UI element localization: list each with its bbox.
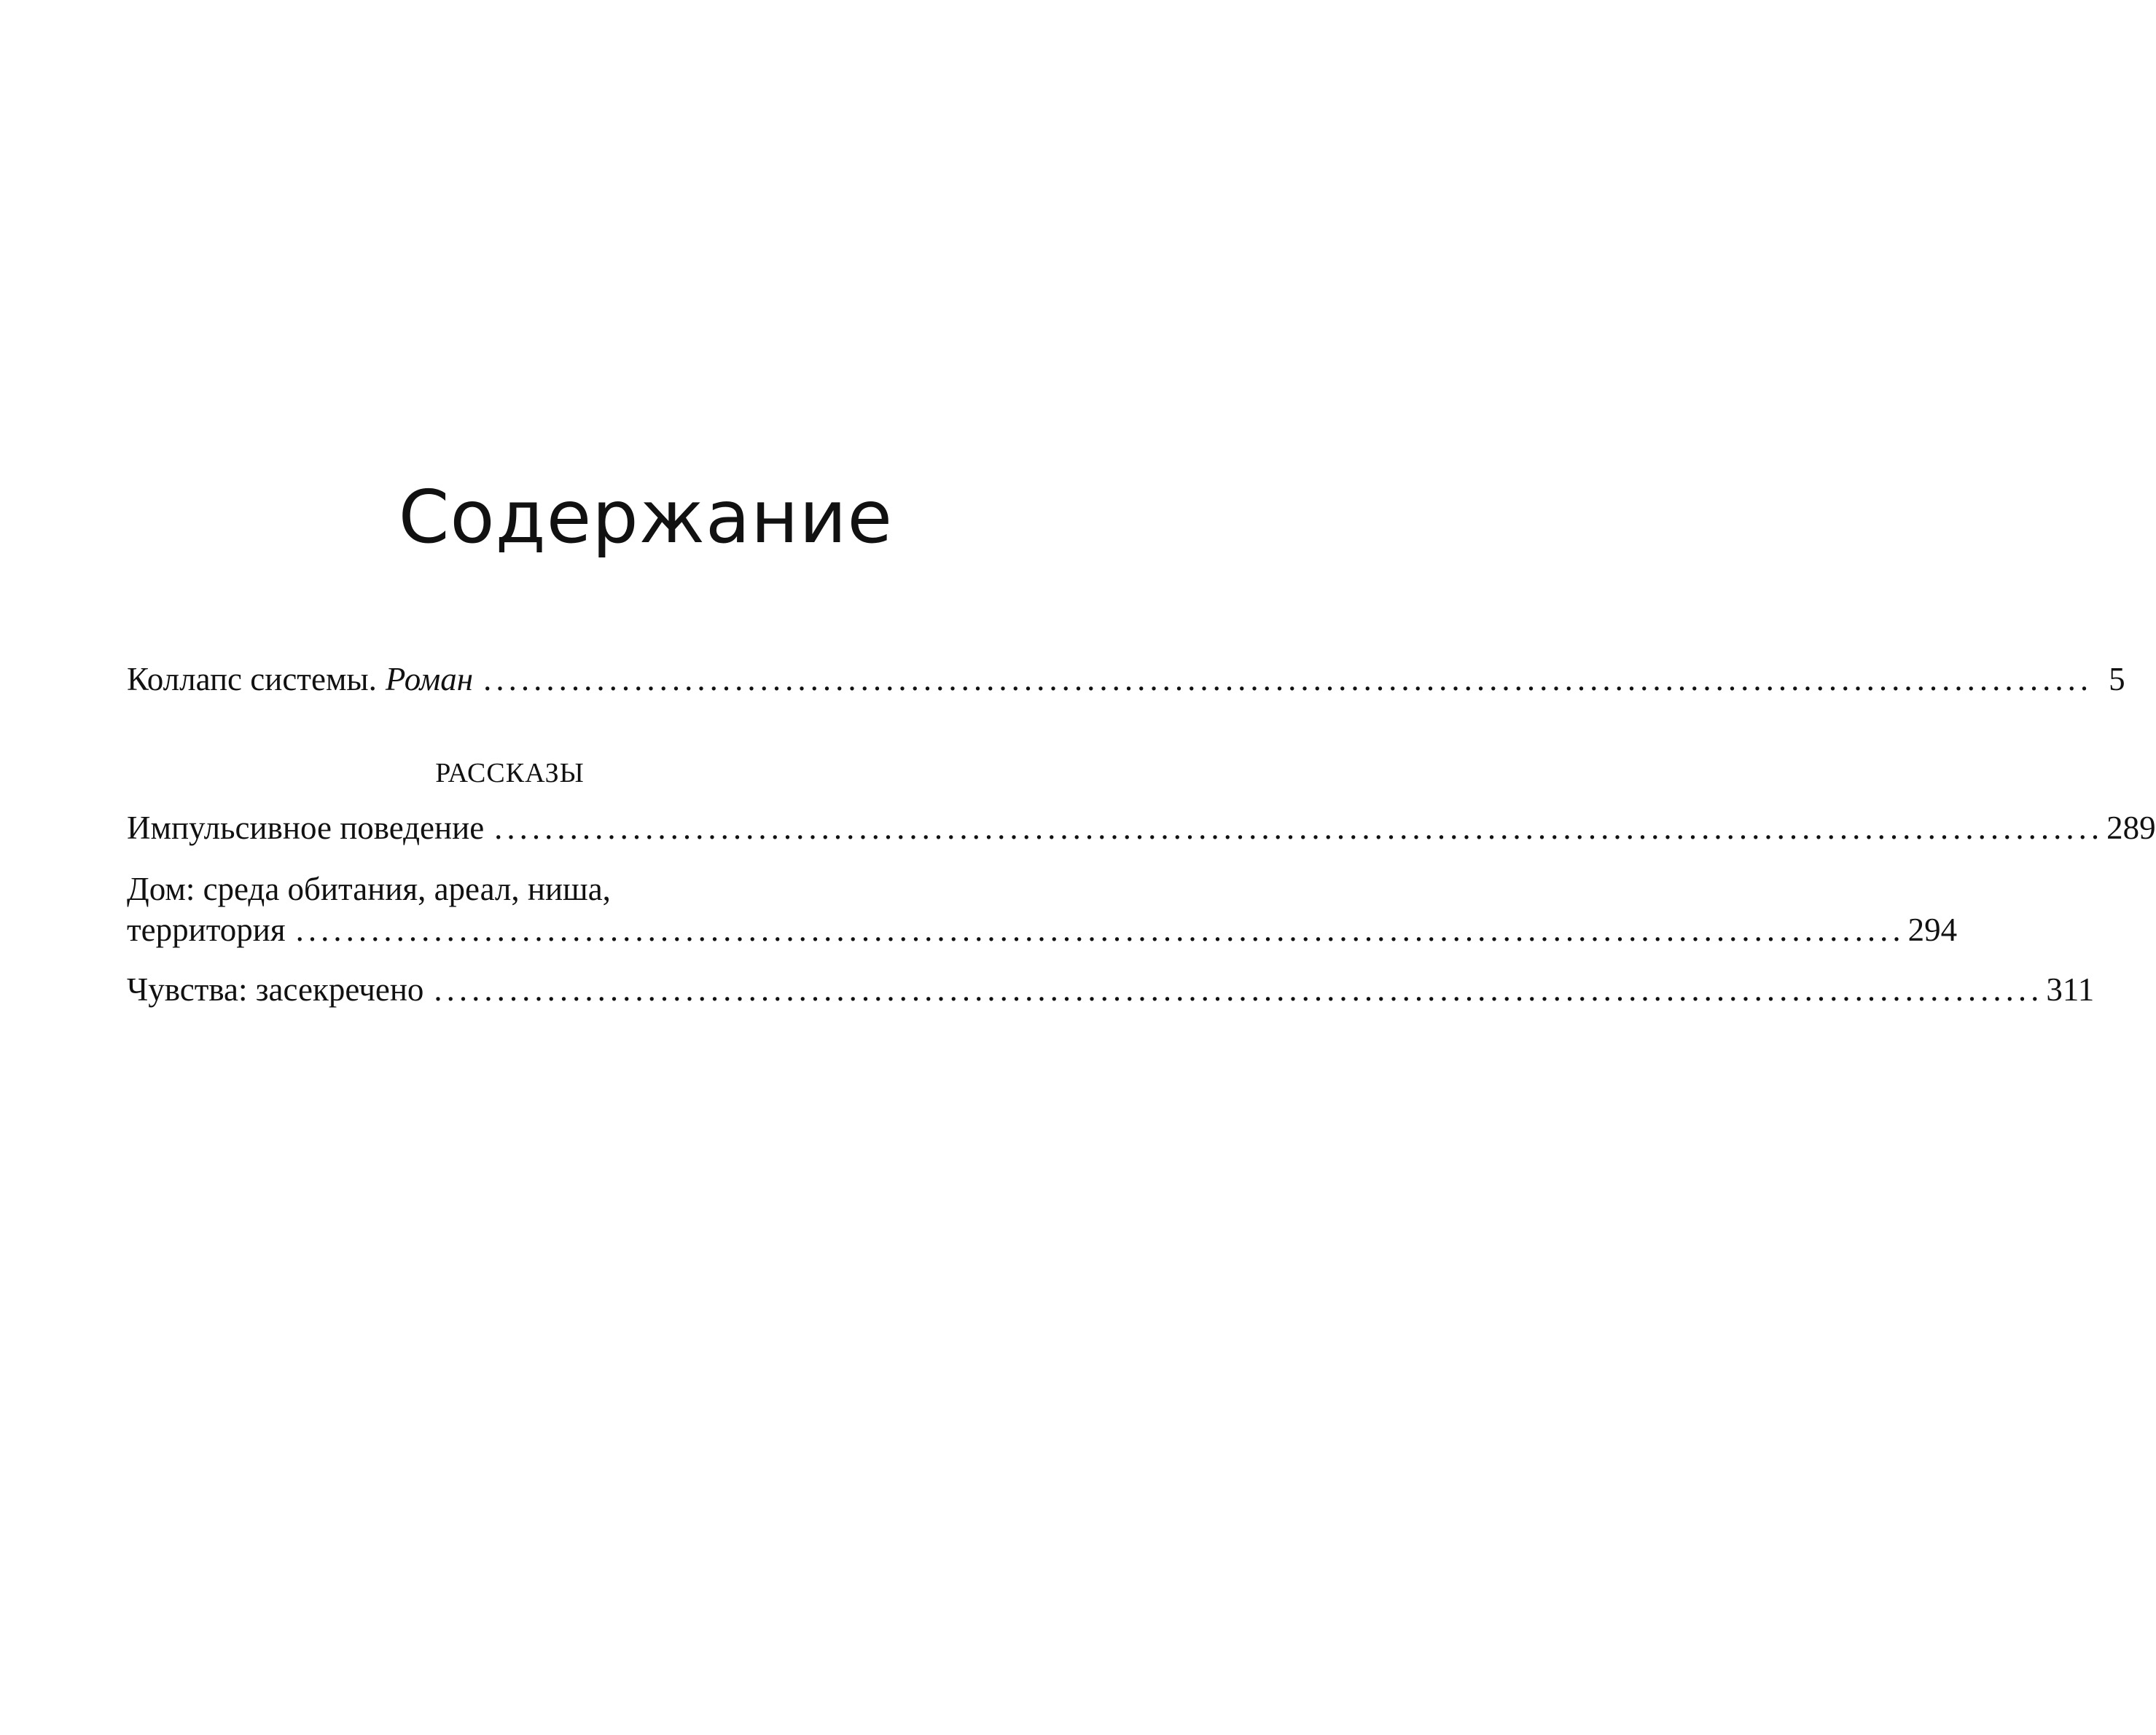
toc-entry-genre: Роман xyxy=(385,661,474,697)
toc-entry-story[interactable] xyxy=(127,969,2095,1010)
toc-entry-title-line-2: территория xyxy=(127,912,286,948)
toc-entry-story[interactable] xyxy=(127,869,1958,950)
toc-entry-title: Чувства: засекречено xyxy=(127,971,424,1008)
section-heading-stories: РАССКАЗЫ xyxy=(435,758,585,788)
dot-leader: ................................................................................................................................ xyxy=(434,971,2044,1008)
toc-entry-page: 289 xyxy=(2106,810,2156,846)
toc-entry-story[interactable] xyxy=(127,807,2156,848)
dot-leader: ................................................................................................................................ xyxy=(295,912,1905,948)
toc-entry-title-line-1: Дом: среда обитания, ареал, ниша, xyxy=(127,871,611,907)
toc-entry-page: 5 xyxy=(2109,661,2125,697)
dot-leader: ................................................................................................................................ xyxy=(494,810,2104,846)
toc-entry-novel[interactable] xyxy=(127,659,2125,700)
toc-entry-page: 311 xyxy=(2046,971,2095,1008)
toc-entry-page: 294 xyxy=(1907,912,1958,948)
toc-entry-title: Коллапс системы. xyxy=(127,661,377,697)
toc-entry-title: Импульсивное поведение xyxy=(127,810,485,846)
dot-leader: ................................................................................................................................ xyxy=(483,661,2093,697)
page-title: Содержание xyxy=(398,474,893,560)
